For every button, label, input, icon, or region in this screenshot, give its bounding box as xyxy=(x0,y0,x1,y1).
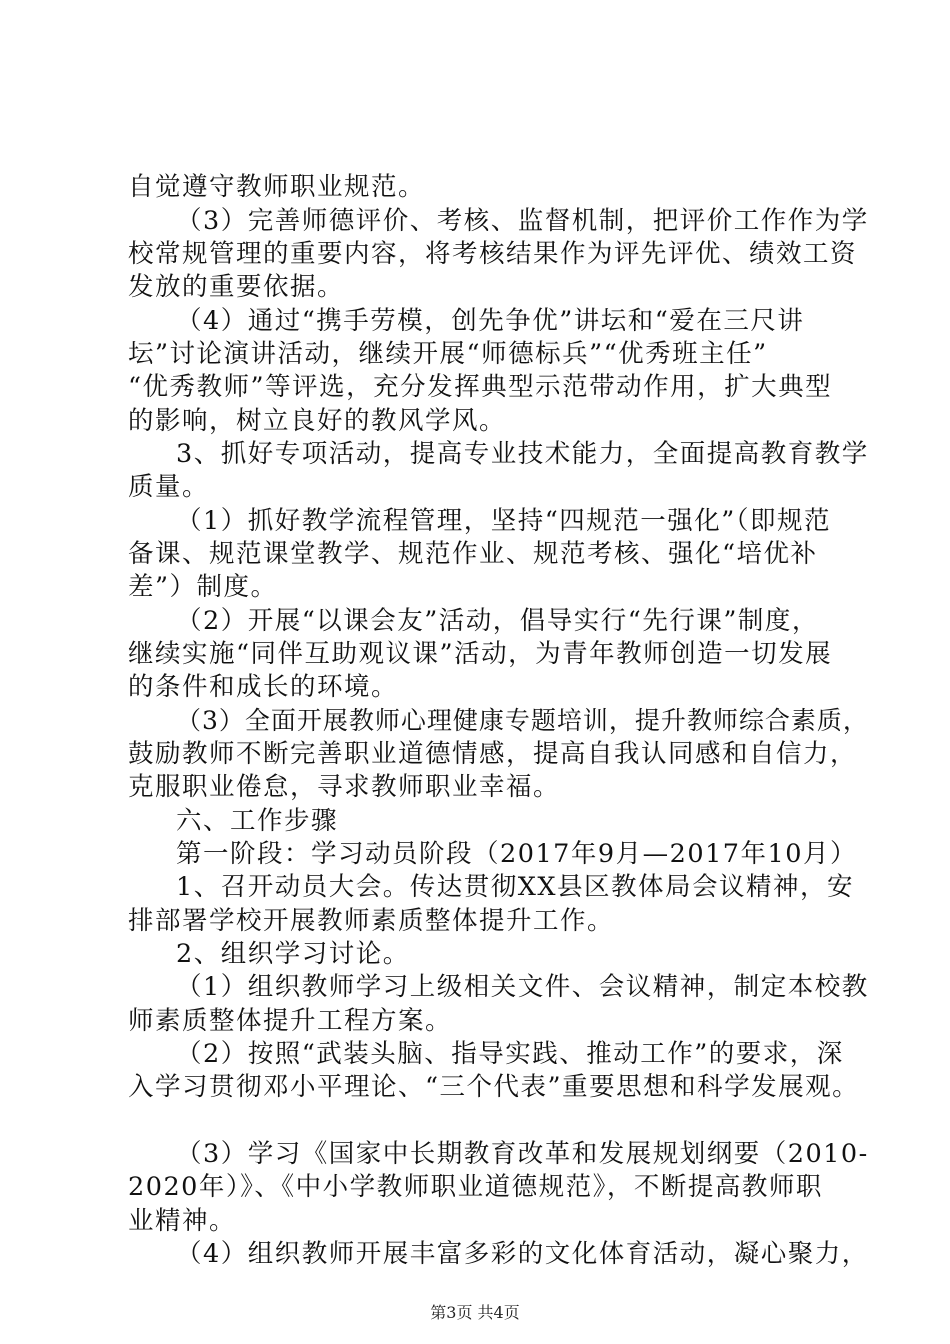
text-line: （3）全面开展教师心理健康专题培训，提升教师综合素质， xyxy=(176,706,869,735)
text-line: （4）通过“携手劳模，创先争优”讲坛和“爱在三尺讲 xyxy=(176,306,805,336)
text-line: 入学习贯彻邓小平理论、“三个代表”重要思想和科学发展观。 xyxy=(128,1072,860,1102)
text-line: （2）开展“以课会友”活动，倡导实行“先行课”制度， xyxy=(176,606,819,636)
text-line: 质量。 xyxy=(128,472,210,502)
text-line: （3）学习《国家中长期教育改革和发展规划纲要（2010- xyxy=(176,1139,869,1169)
text-line: 克服职业倦怠，寻求教师职业幸福。 xyxy=(128,772,561,802)
section-heading: 六、工作步骤 xyxy=(176,806,339,836)
text-line: 的影响，树立良好的教风学风。 xyxy=(128,406,507,436)
text-line: 坛”讨论演讲活动，继续开展“师德标兵”“优秀班主任” xyxy=(128,339,768,369)
text-line: 1、召开动员大会。传达贯彻XX县区教体局会议精神，安 xyxy=(176,872,855,902)
page-number-footer: 第3页 共4页 xyxy=(430,1303,520,1322)
text-line: 自觉遵守教师职业规范。 xyxy=(128,172,426,202)
stage-heading: 第一阶段：学习动员阶段（2017年9月—2017年10月） xyxy=(176,839,857,869)
text-line: 2020年）》、《中小学教师职业道德规范》，不断提高教师职 xyxy=(128,1172,823,1202)
text-line: （2）按照“武装头脑、指导实践、推动工作”的要求，深 xyxy=(176,1039,844,1069)
text-line: 师素质整体提升工程方案。 xyxy=(128,1006,453,1036)
text-line: （4）组织教师开展丰富多彩的文化体育活动，凝心聚力， xyxy=(176,1239,869,1269)
text-line: “优秀教师”等评选，充分发挥典型示范带动作用，扩大典型 xyxy=(128,372,833,402)
text-line: （1）组织教师学习上级相关文件、会议精神，制定本校教 xyxy=(176,972,869,1002)
text-line: （1）抓好教学流程管理，坚持“四规范一强化”（即规范 xyxy=(176,506,832,536)
text-line: 2、组织学习讨论。 xyxy=(176,939,410,969)
text-line: 业精神。 xyxy=(128,1206,237,1236)
text-line: 排部署学校开展教师素质整体提升工作。 xyxy=(128,906,615,936)
text-line: 鼓励教师不断完善职业道德情感，提高自我认同感和自信力， xyxy=(128,739,858,769)
text-line: 继续实施“同伴互助观议课”活动，为青年教师创造一切发展 xyxy=(128,639,833,669)
text-line: （3）完善师德评价、考核、监督机制，把评价工作作为学 xyxy=(176,206,869,236)
text-line: 备课、规范课堂教学、规范作业、规范考核、强化“培优补 xyxy=(128,539,818,569)
text-line: 差”）制度。 xyxy=(128,572,278,602)
text-line: 3、抓好专项活动，提高专业技术能力，全面提高教育教学 xyxy=(176,439,869,469)
text-line: 校常规管理的重要内容，将考核结果作为评先评优、绩效工资 xyxy=(128,239,858,269)
text-line: 的条件和成长的环境。 xyxy=(128,672,399,702)
text-line: 发放的重要依据。 xyxy=(128,272,345,302)
